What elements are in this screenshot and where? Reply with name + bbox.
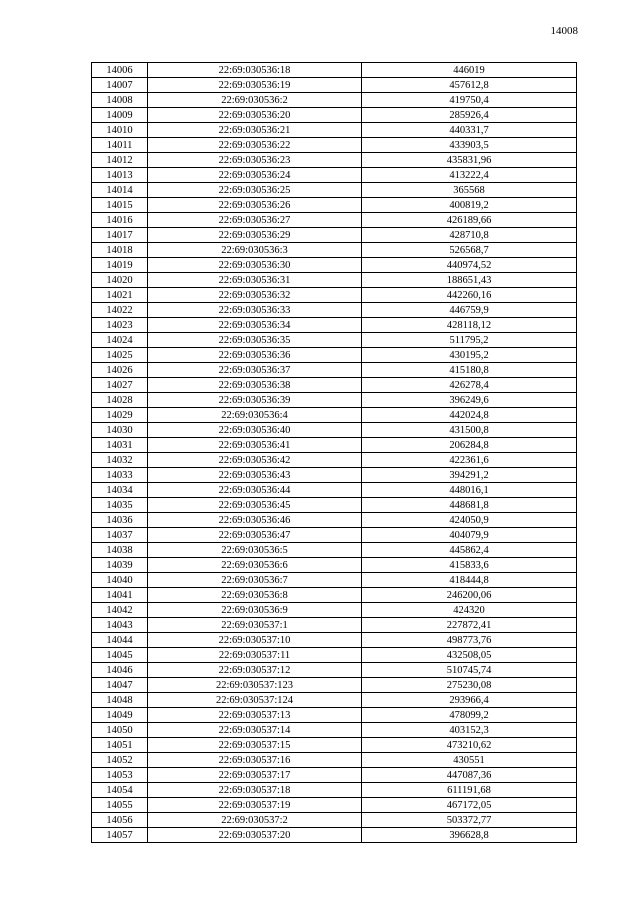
row-number-cell: 14055 xyxy=(92,798,148,813)
row-number-cell: 14006 xyxy=(92,63,148,78)
value-cell: 415180,8 xyxy=(362,363,577,378)
row-number-cell: 14037 xyxy=(92,528,148,543)
row-number-cell: 14019 xyxy=(92,258,148,273)
cadastral-number-cell: 22:69:030536:41 xyxy=(148,438,362,453)
cadastral-number-cell: 22:69:030537:12 xyxy=(148,663,362,678)
row-number-cell: 14018 xyxy=(92,243,148,258)
table-row xyxy=(92,513,577,528)
cadastral-number-cell: 22:69:030536:19 xyxy=(148,78,362,93)
table-row xyxy=(92,153,577,168)
row-number-cell: 14024 xyxy=(92,333,148,348)
row-number-cell: 14030 xyxy=(92,423,148,438)
cadastral-number-cell: 22:69:030537:1 xyxy=(148,618,362,633)
value-cell: 430195,2 xyxy=(362,348,577,363)
value-cell: 394291,2 xyxy=(362,468,577,483)
row-number-cell: 14053 xyxy=(92,768,148,783)
row-number-cell: 14039 xyxy=(92,558,148,573)
table-row xyxy=(92,603,577,618)
cadastral-number-cell: 22:69:030536:33 xyxy=(148,303,362,318)
table-row xyxy=(92,828,577,843)
value-cell: 422361,6 xyxy=(362,453,577,468)
table-row xyxy=(92,408,577,423)
row-number-cell: 14042 xyxy=(92,603,148,618)
cadastral-number-cell: 22:69:030536:7 xyxy=(148,573,362,588)
value-cell: 418444,8 xyxy=(362,573,577,588)
cadastral-number-cell: 22:69:030536:34 xyxy=(148,318,362,333)
row-number-cell: 14050 xyxy=(92,723,148,738)
cadastral-number-cell: 22:69:030537:20 xyxy=(148,828,362,843)
table-row xyxy=(92,678,577,693)
value-cell: 430551 xyxy=(362,753,577,768)
table-row xyxy=(92,753,577,768)
cadastral-number-cell: 22:69:030536:6 xyxy=(148,558,362,573)
table-row xyxy=(92,543,577,558)
cadastral-number-cell: 22:69:030536:23 xyxy=(148,153,362,168)
value-cell: 433903,5 xyxy=(362,138,577,153)
table-row xyxy=(92,453,577,468)
cadastral-number-cell: 22:69:030537:10 xyxy=(148,633,362,648)
value-cell: 428710,8 xyxy=(362,228,577,243)
table-row xyxy=(92,738,577,753)
cadastral-value-table xyxy=(91,62,577,843)
cadastral-number-cell: 22:69:030536:25 xyxy=(148,183,362,198)
value-cell: 435831,96 xyxy=(362,153,577,168)
table-row xyxy=(92,393,577,408)
cadastral-number-cell: 22:69:030536:26 xyxy=(148,198,362,213)
table-row xyxy=(92,228,577,243)
value-cell: 365568 xyxy=(362,183,577,198)
value-cell: 526568,7 xyxy=(362,243,577,258)
table-row xyxy=(92,723,577,738)
cadastral-number-cell: 22:69:030536:8 xyxy=(148,588,362,603)
row-number-cell: 14022 xyxy=(92,303,148,318)
row-number-cell: 14012 xyxy=(92,153,148,168)
table-row xyxy=(92,813,577,828)
row-number-cell: 14056 xyxy=(92,813,148,828)
table-row xyxy=(92,63,577,78)
table-row xyxy=(92,318,577,333)
value-cell: 457612,8 xyxy=(362,78,577,93)
row-number-cell: 14028 xyxy=(92,393,148,408)
row-number-cell: 14052 xyxy=(92,753,148,768)
row-number-cell: 14009 xyxy=(92,108,148,123)
table-row xyxy=(92,528,577,543)
value-cell: 611191,68 xyxy=(362,783,577,798)
value-cell: 188651,43 xyxy=(362,273,577,288)
row-number-cell: 14033 xyxy=(92,468,148,483)
value-cell: 446759,9 xyxy=(362,303,577,318)
value-cell: 503372,77 xyxy=(362,813,577,828)
table-row xyxy=(92,378,577,393)
value-cell: 426189,66 xyxy=(362,213,577,228)
row-number-cell: 14046 xyxy=(92,663,148,678)
cadastral-number-cell: 22:69:030536:29 xyxy=(148,228,362,243)
row-number-cell: 14045 xyxy=(92,648,148,663)
cadastral-number-cell: 22:69:030536:39 xyxy=(148,393,362,408)
table-row xyxy=(92,213,577,228)
cadastral-number-cell: 22:69:030536:9 xyxy=(148,603,362,618)
table-row xyxy=(92,258,577,273)
cadastral-number-cell: 22:69:030536:24 xyxy=(148,168,362,183)
cadastral-number-cell: 22:69:030537:11 xyxy=(148,648,362,663)
cadastral-number-cell: 22:69:030536:32 xyxy=(148,288,362,303)
cadastral-number-cell: 22:69:030536:47 xyxy=(148,528,362,543)
value-cell: 440974,52 xyxy=(362,258,577,273)
row-number-cell: 14057 xyxy=(92,828,148,843)
cadastral-number-cell: 22:69:030536:3 xyxy=(148,243,362,258)
value-cell: 448016,1 xyxy=(362,483,577,498)
cadastral-number-cell: 22:69:030537:19 xyxy=(148,798,362,813)
cadastral-number-cell: 22:69:030536:27 xyxy=(148,213,362,228)
row-number-cell: 14020 xyxy=(92,273,148,288)
row-number-cell: 14015 xyxy=(92,198,148,213)
value-cell: 246200,06 xyxy=(362,588,577,603)
value-cell: 227872,41 xyxy=(362,618,577,633)
table-row xyxy=(92,783,577,798)
row-number-cell: 14041 xyxy=(92,588,148,603)
value-cell: 396249,6 xyxy=(362,393,577,408)
value-cell: 448681,8 xyxy=(362,498,577,513)
row-number-cell: 14011 xyxy=(92,138,148,153)
table-row xyxy=(92,648,577,663)
row-number-cell: 14023 xyxy=(92,318,148,333)
table-row xyxy=(92,663,577,678)
table-row xyxy=(92,333,577,348)
table-row xyxy=(92,483,577,498)
table-row xyxy=(92,618,577,633)
cadastral-number-cell: 22:69:030537:13 xyxy=(148,708,362,723)
table-row xyxy=(92,798,577,813)
table-row xyxy=(92,288,577,303)
row-number-cell: 14032 xyxy=(92,453,148,468)
row-number-cell: 14035 xyxy=(92,498,148,513)
cadastral-number-cell: 22:69:030536:35 xyxy=(148,333,362,348)
value-cell: 424320 xyxy=(362,603,577,618)
value-cell: 404079,9 xyxy=(362,528,577,543)
row-number-cell: 14007 xyxy=(92,78,148,93)
row-number-cell: 14026 xyxy=(92,363,148,378)
value-cell: 431500,8 xyxy=(362,423,577,438)
row-number-cell: 14047 xyxy=(92,678,148,693)
row-number-cell: 14017 xyxy=(92,228,148,243)
table-row xyxy=(92,438,577,453)
value-cell: 206284,8 xyxy=(362,438,577,453)
value-cell: 424050,9 xyxy=(362,513,577,528)
table-row xyxy=(92,468,577,483)
table-row xyxy=(92,168,577,183)
cadastral-number-cell: 22:69:030536:30 xyxy=(148,258,362,273)
table-row xyxy=(92,558,577,573)
table-row xyxy=(92,588,577,603)
row-number-cell: 14038 xyxy=(92,543,148,558)
row-number-cell: 14013 xyxy=(92,168,148,183)
row-number-cell: 14008 xyxy=(92,93,148,108)
cadastral-number-cell: 22:69:030536:5 xyxy=(148,543,362,558)
cadastral-number-cell: 22:69:030537:16 xyxy=(148,753,362,768)
row-number-cell: 14031 xyxy=(92,438,148,453)
cadastral-number-cell: 22:69:030536:37 xyxy=(148,363,362,378)
cadastral-number-cell: 22:69:030536:40 xyxy=(148,423,362,438)
table-row xyxy=(92,198,577,213)
row-number-cell: 14016 xyxy=(92,213,148,228)
value-cell: 432508,05 xyxy=(362,648,577,663)
cadastral-number-cell: 22:69:030536:45 xyxy=(148,498,362,513)
cadastral-number-cell: 22:69:030537:17 xyxy=(148,768,362,783)
row-number-cell: 14025 xyxy=(92,348,148,363)
cadastral-number-cell: 22:69:030536:18 xyxy=(148,63,362,78)
page-number: 14008 xyxy=(550,25,578,37)
value-cell: 396628,8 xyxy=(362,828,577,843)
row-number-cell: 14036 xyxy=(92,513,148,528)
value-cell: 403152,3 xyxy=(362,723,577,738)
row-number-cell: 14014 xyxy=(92,183,148,198)
table-body xyxy=(92,63,577,843)
value-cell: 445862,4 xyxy=(362,543,577,558)
table-row xyxy=(92,273,577,288)
table-row xyxy=(92,363,577,378)
row-number-cell: 14040 xyxy=(92,573,148,588)
row-number-cell: 14048 xyxy=(92,693,148,708)
cadastral-number-cell: 22:69:030536:31 xyxy=(148,273,362,288)
cadastral-number-cell: 22:69:030536:21 xyxy=(148,123,362,138)
value-cell: 285926,4 xyxy=(362,108,577,123)
value-cell: 467172,05 xyxy=(362,798,577,813)
cadastral-number-cell: 22:69:030537:15 xyxy=(148,738,362,753)
value-cell: 428118,12 xyxy=(362,318,577,333)
table-row xyxy=(92,708,577,723)
table-row xyxy=(92,123,577,138)
table-row xyxy=(92,78,577,93)
cadastral-number-cell: 22:69:030536:46 xyxy=(148,513,362,528)
row-number-cell: 14044 xyxy=(92,633,148,648)
cadastral-number-cell: 22:69:030536:36 xyxy=(148,348,362,363)
table-row xyxy=(92,693,577,708)
cadastral-number-cell: 22:69:030537:14 xyxy=(148,723,362,738)
row-number-cell: 14027 xyxy=(92,378,148,393)
table-row xyxy=(92,138,577,153)
value-cell: 473210,62 xyxy=(362,738,577,753)
table-row xyxy=(92,108,577,123)
cadastral-number-cell: 22:69:030536:2 xyxy=(148,93,362,108)
cadastral-number-cell: 22:69:030536:42 xyxy=(148,453,362,468)
table-row xyxy=(92,498,577,513)
cadastral-number-cell: 22:69:030536:4 xyxy=(148,408,362,423)
row-number-cell: 14021 xyxy=(92,288,148,303)
row-number-cell: 14051 xyxy=(92,738,148,753)
value-cell: 400819,2 xyxy=(362,198,577,213)
row-number-cell: 14010 xyxy=(92,123,148,138)
row-number-cell: 14034 xyxy=(92,483,148,498)
value-cell: 413222,4 xyxy=(362,168,577,183)
cadastral-number-cell: 22:69:030537:124 xyxy=(148,693,362,708)
cadastral-number-cell: 22:69:030537:18 xyxy=(148,783,362,798)
table-row xyxy=(92,768,577,783)
value-cell: 446019 xyxy=(362,63,577,78)
table-row xyxy=(92,183,577,198)
cadastral-number-cell: 22:69:030536:44 xyxy=(148,483,362,498)
cadastral-number-cell: 22:69:030536:38 xyxy=(148,378,362,393)
row-number-cell: 14054 xyxy=(92,783,148,798)
value-cell: 415833,6 xyxy=(362,558,577,573)
value-cell: 275230,08 xyxy=(362,678,577,693)
cadastral-number-cell: 22:69:030536:22 xyxy=(148,138,362,153)
cadastral-number-cell: 22:69:030536:43 xyxy=(148,468,362,483)
table-row xyxy=(92,348,577,363)
table-row xyxy=(92,573,577,588)
cadastral-number-cell: 22:69:030536:20 xyxy=(148,108,362,123)
row-number-cell: 14049 xyxy=(92,708,148,723)
value-cell: 447087,36 xyxy=(362,768,577,783)
value-cell: 440331,7 xyxy=(362,123,577,138)
value-cell: 419750,4 xyxy=(362,93,577,108)
table-row xyxy=(92,633,577,648)
value-cell: 511795,2 xyxy=(362,333,577,348)
value-cell: 498773,76 xyxy=(362,633,577,648)
cadastral-number-cell: 22:69:030537:2 xyxy=(148,813,362,828)
row-number-cell: 14043 xyxy=(92,618,148,633)
value-cell: 293966,4 xyxy=(362,693,577,708)
value-cell: 442260,16 xyxy=(362,288,577,303)
table-row xyxy=(92,243,577,258)
table-row xyxy=(92,423,577,438)
value-cell: 478099,2 xyxy=(362,708,577,723)
table-row xyxy=(92,303,577,318)
value-cell: 510745,74 xyxy=(362,663,577,678)
row-number-cell: 14029 xyxy=(92,408,148,423)
value-cell: 442024,8 xyxy=(362,408,577,423)
cadastral-number-cell: 22:69:030537:123 xyxy=(148,678,362,693)
value-cell: 426278,4 xyxy=(362,378,577,393)
table-row xyxy=(92,93,577,108)
